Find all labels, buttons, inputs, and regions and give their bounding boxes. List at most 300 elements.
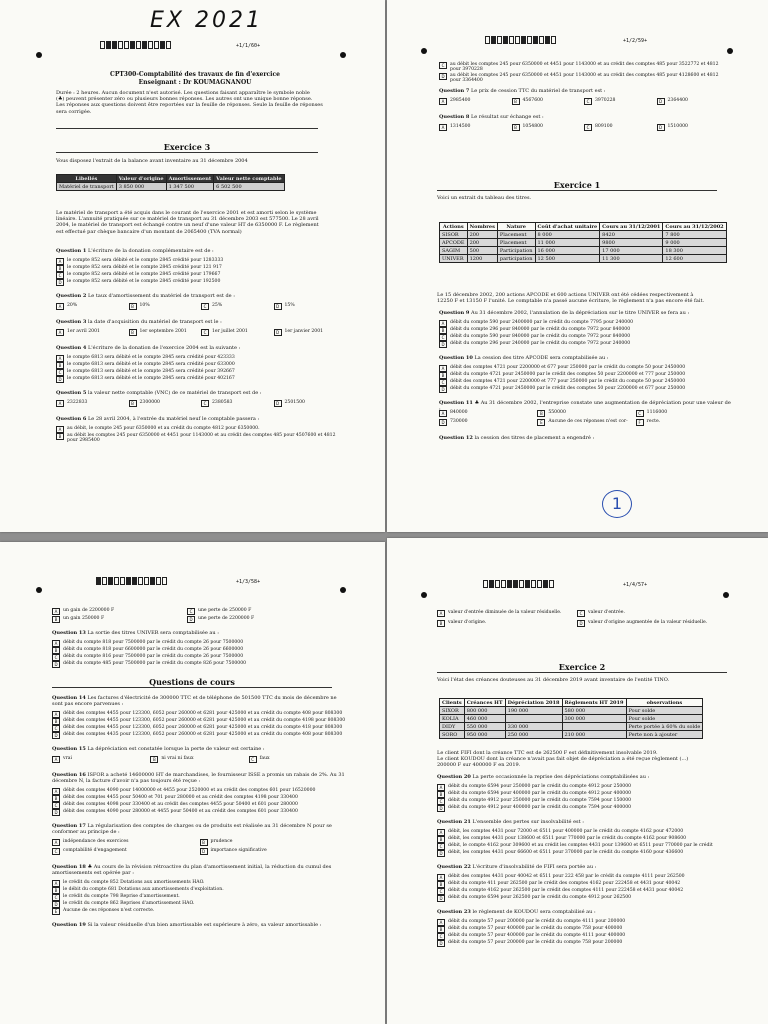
answer-checkbox[interactable]: B <box>56 362 64 369</box>
answer-text: 1er septembre 2001 <box>139 329 187 334</box>
answer-text: 2322833 <box>67 400 88 405</box>
table-cell: 300 000 <box>562 715 626 723</box>
answer-option[interactable] <box>437 610 572 617</box>
answer-option[interactable] <box>437 874 737 881</box>
answer-checkbox[interactable]: A <box>56 303 64 310</box>
answer-checkbox[interactable]: B <box>129 400 137 407</box>
question <box>56 293 346 299</box>
page-number: +1/4/57+ <box>623 582 648 588</box>
answer-option[interactable] <box>437 843 737 850</box>
answer-checkbox[interactable]: B <box>150 756 158 763</box>
answer-option[interactable] <box>437 919 737 926</box>
exam-instructions: Durée : 2 heures. Aucun document n'est autorisé. Les questions faisant apparaître le symbole noble (♣) peuvent présenter zéro ou plusieurs bonnes réponses. Les autres ont une unique bonne réponse. Les réponses aux questions doivent être reportées sur la feuille de réponses. Seule la feuille de réponses sera corrigée. <box>56 90 323 115</box>
question-text: Au 31 décembre 2002, l'entreprise constate une augmentation de dépréciation pour une valeur de : <box>439 400 731 412</box>
answer-checkbox[interactable]: D <box>52 809 60 816</box>
question <box>56 345 346 351</box>
answer-text: 1314500 <box>450 124 471 129</box>
answer-text: au débit les comptes 245 pour 6350000 et 4451 pour 1143000 et au crédit des comptes 485 pour 4128600 et 4812 pour 3364400 <box>450 73 719 84</box>
table-cell: 1 347 500 <box>166 183 214 191</box>
answer-option[interactable] <box>187 608 317 615</box>
question-label: Question 2 <box>56 293 87 299</box>
answer-checkbox[interactable]: D <box>56 376 64 383</box>
question <box>52 695 347 707</box>
answer-option[interactable] <box>52 894 347 901</box>
question <box>56 319 346 325</box>
answer-checkbox[interactable]: A <box>52 640 60 647</box>
answer-option[interactable] <box>437 836 737 843</box>
table-header-row <box>440 699 703 707</box>
answer-text: 1er avril 2001 <box>67 329 100 334</box>
answer-option[interactable] <box>439 334 734 341</box>
table-header: Amortissement <box>166 175 214 183</box>
answer-checkbox[interactable]: D <box>657 124 665 131</box>
table-row <box>440 231 727 239</box>
answer-checkbox[interactable]: C <box>52 725 60 732</box>
answer-text: débit du compte 818 pour 7500000 par le crédit du compte 26 pour 7500000 <box>63 640 244 645</box>
answer-checkbox[interactable]: C <box>439 62 447 69</box>
answer-text: débit du compte 818 pour 6600000 par le crédit du compte 26 pour 6600000 <box>63 647 244 652</box>
table-row <box>440 239 727 247</box>
answer-option[interactable] <box>52 647 342 654</box>
question-label: Question 18 ♣ <box>52 864 93 870</box>
question-text: ISFOR a acheté 14600000 HT de marchandises, le fournisseur ISSE a promis un rabais de 2%. Au 31 décembre N, la facture d'avoir n'a pas toujours été reçue : <box>52 772 345 784</box>
answer-checkbox[interactable]: A <box>439 124 447 131</box>
answer-option[interactable] <box>437 805 737 812</box>
course-title: CPT300-Comptabilité des travaux de fin d'exercice <box>110 71 280 78</box>
answer-checkbox[interactable]: C <box>52 848 60 855</box>
answer-checkbox[interactable]: D <box>274 329 282 336</box>
answer-checkbox[interactable]: C <box>577 610 585 617</box>
table-cell: Perte portée à 60% du solde <box>626 723 703 731</box>
answer-checkbox[interactable]: C <box>52 654 60 661</box>
handwritten-title: EX 2021 <box>150 8 263 33</box>
answer-checkbox[interactable]: D <box>577 620 585 627</box>
answer-option[interactable] <box>52 908 347 915</box>
answer-option[interactable] <box>56 426 346 433</box>
answer-text: débit des comptes 4721 pour 2200000 et 677 pour 250000 par le crédit du compte 50 pour 2450000 <box>450 365 686 370</box>
answer-checkbox[interactable]: B <box>52 616 60 623</box>
answer-option[interactable] <box>52 756 146 763</box>
answer-text: débit du compte 6594 pour 262500 par le crédit du compte 4912 pour 262500 <box>448 895 632 900</box>
table-cell: DIDY <box>440 723 465 731</box>
answer-option[interactable] <box>439 62 729 73</box>
answer-checkbox[interactable]: D <box>200 848 208 855</box>
answer-checkbox[interactable]: D <box>437 805 445 812</box>
answer-option[interactable] <box>512 98 581 105</box>
table-cell: UNIVER <box>440 255 468 263</box>
answer-option[interactable] <box>657 124 726 131</box>
answer-checkbox[interactable]: A <box>56 329 64 336</box>
question-text: L'écriture de la donation complémentaire est de : <box>87 248 214 254</box>
answer-option[interactable] <box>52 848 196 855</box>
answer-text: 809100 <box>595 124 613 129</box>
answer-checkbox[interactable]: A <box>52 756 60 763</box>
answer-text: 1054800 <box>522 124 543 129</box>
answer-checkbox[interactable]: B <box>437 881 445 888</box>
answer-checkbox[interactable]: B <box>437 836 445 843</box>
barcode <box>100 41 171 49</box>
table-cell: Perte non à ajouter <box>626 731 703 739</box>
answer-text: au débit les comptes 245 pour 6350000 et 4451 pour 1143000 et au crédit des comptes 485 pour 4507600 et 4812 pour 2985400 <box>67 433 336 444</box>
question-text: la valeur nette comptable (VNC) de ce matériel de transport est de : <box>87 390 262 396</box>
answer-option[interactable] <box>52 880 347 887</box>
answer-option[interactable] <box>437 940 737 947</box>
answer-option[interactable] <box>577 620 712 627</box>
exercise-intro: Voici l'état des créances douteuses au 31 décembre 2019 avant inventaire de l'entité TINO. <box>437 677 670 683</box>
table-header: Clients <box>440 699 465 707</box>
answer-text: débit du compte 296 pour 240000 par le crédit du compte 7972 pour 240000 <box>450 341 631 346</box>
barcode <box>96 577 167 585</box>
answer-option[interactable] <box>439 73 729 84</box>
answer-text: 730000 <box>450 419 468 424</box>
answer-checkbox[interactable]: D <box>187 616 195 623</box>
answer-option[interactable] <box>52 788 347 795</box>
answer-option[interactable] <box>129 303 198 310</box>
answer-checkbox[interactable]: B <box>129 329 137 336</box>
answer-option[interactable] <box>437 829 737 836</box>
answer-option[interactable] <box>56 272 346 279</box>
answer-option[interactable] <box>200 848 344 855</box>
answer-option[interactable] <box>52 608 182 615</box>
answer-option[interactable] <box>52 809 347 816</box>
answer-text: débit des comptes 4455 pour 123300, 6052 pour 260000 et 6281 pour 425000 et au crédit du compte 418 pour 808300 <box>63 725 343 730</box>
answer-option[interactable] <box>56 265 346 272</box>
answer-checkbox[interactable]: B <box>437 791 445 798</box>
answer-option[interactable] <box>577 610 712 617</box>
answer-checkbox[interactable]: D <box>657 98 665 105</box>
table-cell: Participation <box>497 247 535 255</box>
answer-checkbox[interactable]: D <box>52 661 60 668</box>
answer-option[interactable] <box>439 419 533 426</box>
answer-text: 4567600 <box>522 98 543 103</box>
answer-option[interactable] <box>56 433 346 444</box>
table-cell: 6 502 500 <box>214 183 284 191</box>
answer-option[interactable] <box>56 329 125 336</box>
answer-checkbox[interactable]: A <box>52 880 60 887</box>
answer-checkbox[interactable]: B <box>52 647 60 654</box>
answer-option[interactable] <box>439 341 734 348</box>
answer-checkbox[interactable]: A <box>56 258 64 265</box>
table-cell: Matériel de transport <box>57 183 117 191</box>
answer-checkbox[interactable]: E <box>52 908 60 915</box>
answer-option[interactable] <box>129 329 198 336</box>
answer-checkbox[interactable]: A <box>439 410 447 417</box>
answer-checkbox[interactable]: C <box>439 379 447 386</box>
table-cell: 580 000 <box>562 707 626 715</box>
answer-checkbox[interactable]: A <box>52 839 60 846</box>
answer-checkbox[interactable]: D <box>52 901 60 908</box>
registration-mark <box>727 48 733 54</box>
answer-text: débit, les comptes 4431 pour 72000 et 6511 pour 400000 par le crédit du compte 4162 pour 472000 <box>448 829 684 834</box>
answer-checkbox[interactable]: C <box>584 98 592 105</box>
table-cell: SISOR <box>440 231 468 239</box>
answer-text: comptabilité d'engagement <box>63 848 127 853</box>
answer-checkbox[interactable]: A <box>437 874 445 881</box>
answer-option[interactable] <box>439 379 734 386</box>
registration-mark <box>340 52 346 58</box>
answer-text: 2985400 <box>450 98 471 103</box>
answer-text: un gain 250000 F <box>63 616 105 621</box>
answer-checkbox[interactable]: B <box>537 410 545 417</box>
answer-option[interactable] <box>200 839 344 846</box>
answer-option[interactable] <box>636 419 730 426</box>
answer-option[interactable] <box>52 616 182 623</box>
answer-text: débit, les comptes 4431 pour 138600 et 6511 pour 770000 par le crédit du compte 4162 pour 908600 <box>448 836 687 841</box>
answer-checkbox[interactable]: A <box>437 610 445 617</box>
answer-checkbox[interactable]: B <box>56 433 64 440</box>
answer-checkbox[interactable]: C <box>249 756 257 763</box>
answer-checkbox[interactable]: C <box>201 400 209 407</box>
answer-text: au débit les comptes 245 pour 6350000 et 4451 pour 1143000 et au crédit des comptes 485 pour 3522772 et 4812 pour 3970228 <box>450 62 719 73</box>
answer-option[interactable] <box>437 895 737 902</box>
answer-checkbox[interactable]: A <box>439 98 447 105</box>
answer-option[interactable] <box>584 98 653 105</box>
table-cell: 16 000 <box>535 247 600 255</box>
answer-option[interactable] <box>274 400 343 407</box>
answer-option[interactable] <box>437 784 737 791</box>
answer-option[interactable] <box>56 279 346 286</box>
answer-text: débit du compte 6594 pour 400000 par le crédit du compte 4912 pour 400000 <box>448 791 632 796</box>
answer-checkbox[interactable]: A <box>437 784 445 791</box>
table-header: Cours au 31/12/2002 <box>663 223 726 231</box>
answer-checkbox[interactable]: D <box>437 850 445 857</box>
answer-option[interactable] <box>52 654 342 661</box>
answer-checkbox[interactable]: C <box>56 369 64 376</box>
answer-text: 15% <box>284 303 295 308</box>
answer-option[interactable] <box>439 320 734 327</box>
answer-checkbox[interactable]: D <box>437 895 445 902</box>
answer-option[interactable] <box>439 386 734 393</box>
table-header: Actions <box>440 223 468 231</box>
answer-option[interactable] <box>150 756 244 763</box>
answer-option[interactable] <box>437 798 737 805</box>
answer-text: débit des comptes 4090 pour 280000 et 4455 pour 50400 et au crédit des comptes 601 pour 330400 <box>63 809 298 814</box>
answer-checkbox[interactable]: D <box>274 400 282 407</box>
table-cell: 330 000 <box>505 723 562 731</box>
answer-option[interactable] <box>439 98 508 105</box>
answer-option[interactable] <box>52 718 347 725</box>
answer-checkbox[interactable]: C <box>52 894 60 901</box>
answer-text: valeur d'origine. <box>448 620 487 625</box>
answer-option[interactable] <box>439 365 734 372</box>
answer-option[interactable] <box>201 329 270 336</box>
answer-checkbox[interactable]: D <box>439 419 447 426</box>
answer-checkbox[interactable]: C <box>636 410 644 417</box>
answer-option[interactable] <box>129 400 198 407</box>
answer-checkbox[interactable]: B <box>52 887 60 894</box>
answer-option[interactable] <box>52 887 347 894</box>
answer-option[interactable] <box>56 303 125 310</box>
question <box>437 864 737 870</box>
answer-option[interactable] <box>52 640 342 647</box>
answer-checkbox[interactable]: D <box>274 303 282 310</box>
answer-option[interactable] <box>52 711 347 718</box>
table-cell: 190 000 <box>505 707 562 715</box>
answer-option[interactable] <box>437 926 737 933</box>
answer-checkbox[interactable]: A <box>56 355 64 362</box>
answer-text: le crédit du compte 798 Reprise d'amortissement. <box>63 894 180 899</box>
question <box>56 390 346 396</box>
answer-option[interactable] <box>437 791 737 798</box>
answer-option[interactable] <box>636 410 730 417</box>
question <box>52 922 347 928</box>
answer-option[interactable] <box>537 419 631 426</box>
answer-checkbox[interactable]: A <box>56 426 64 433</box>
answer-text: débit du compte 411 pour 262500 par le crédit des comptes 4162 pour 222458 et 4431 pour 40042 <box>448 881 681 886</box>
question <box>437 774 737 780</box>
answer-checkbox[interactable]: B <box>439 327 447 334</box>
answer-checkbox[interactable]: B <box>56 265 64 272</box>
answer-checkbox[interactable]: A <box>437 919 445 926</box>
answer-checkbox[interactable]: B <box>437 926 445 933</box>
answer-option[interactable] <box>56 369 346 376</box>
answer-option[interactable] <box>437 888 737 895</box>
answer-checkbox[interactable]: C <box>584 124 592 131</box>
answer-option[interactable] <box>437 620 572 627</box>
table-header-row <box>440 223 727 231</box>
answer-option[interactable] <box>439 327 734 334</box>
answer-checkbox[interactable]: F <box>636 419 644 426</box>
exercise-paragraph: Le client FIFI dont la créance TTC est de 262500 F est définitivement insolvable 2019. Le client KOUDOU dont la créance n'avait pas fait objet de dépréciation a été reçue règlement (...) 200000 F sur 400000 F en 2019. <box>437 750 689 769</box>
answer-checkbox[interactable]: D <box>439 73 447 80</box>
answer-option[interactable] <box>437 933 737 940</box>
question-label: Question 7 <box>439 88 470 94</box>
answer-option[interactable] <box>56 258 346 265</box>
table-header: Nombres <box>467 223 497 231</box>
table-header: Cours au 31/12/2001 <box>600 223 663 231</box>
answer-checkbox[interactable]: C <box>439 334 447 341</box>
answer-checkbox[interactable]: A <box>439 320 447 327</box>
table-cell: 200 <box>467 239 497 247</box>
answer-checkbox[interactable]: D <box>52 732 60 739</box>
answer-checkbox[interactable]: B <box>512 124 520 131</box>
answer-option[interactable] <box>437 881 737 888</box>
answer-checkbox[interactable]: B <box>512 98 520 105</box>
table-cell: SAGIM <box>440 247 468 255</box>
question-text: Au cours de la révision rétroactive du plan d'amortissement initial, la réduction du cumul des amortissements est opérée par : <box>52 864 332 876</box>
registration-mark <box>421 48 427 54</box>
answer-option[interactable] <box>201 303 270 310</box>
answer-option[interactable] <box>274 329 343 336</box>
answer-checkbox[interactable]: C <box>437 798 445 805</box>
answer-option[interactable] <box>52 839 196 846</box>
table-header: Valeur nette comptable <box>214 175 284 183</box>
answer-option[interactable] <box>56 376 346 383</box>
exercise-title: Exercice 3 <box>56 142 318 153</box>
answer-checkbox[interactable]: D <box>439 341 447 348</box>
answer-checkbox[interactable]: C <box>56 272 64 279</box>
barcode <box>483 580 554 588</box>
answer-option[interactable] <box>52 795 347 802</box>
answer-option[interactable] <box>201 400 270 407</box>
question-label: Question 15 <box>52 746 86 752</box>
answer-text: 2380583 <box>212 400 233 405</box>
page-number: +1/1/60+ <box>236 43 261 49</box>
answer-option[interactable] <box>56 400 125 407</box>
answer-text: 840000 <box>450 410 468 415</box>
answer-checkbox[interactable]: E <box>537 419 545 426</box>
answer-checkbox[interactable]: C <box>187 608 195 615</box>
answer-checkbox[interactable]: C <box>437 888 445 895</box>
table-row <box>440 707 703 715</box>
table-header: Créances HT <box>464 699 505 707</box>
answer-checkbox[interactable]: A <box>439 365 447 372</box>
answer-checkbox[interactable]: D <box>56 279 64 286</box>
answer-text: débit des comptes 4455 pour 123300, 6052 pour 260000 et 6281 pour 425000 et au crédit du compte 4198 pour 808300 <box>63 718 346 723</box>
answer-checkbox[interactable]: A <box>56 400 64 407</box>
answer-checkbox[interactable]: C <box>52 802 60 809</box>
table-cell: 500 <box>467 247 497 255</box>
answer-checkbox[interactable]: B <box>52 795 60 802</box>
answer-option[interactable] <box>437 850 737 857</box>
answer-option[interactable] <box>274 303 343 310</box>
answer-option[interactable] <box>439 124 508 131</box>
answer-text: recte. <box>646 419 661 424</box>
answer-option[interactable] <box>187 616 317 623</box>
answer-text: le crédit du compte 852 Dotations aux amortissements HAO. <box>63 880 205 885</box>
answer-option[interactable] <box>56 355 346 362</box>
answer-text: débit du compte 816 pour 7500000 par le crédit du compte 26 pour 7500000 <box>63 654 244 659</box>
answer-checkbox[interactable]: B <box>200 839 208 846</box>
answer-option[interactable] <box>537 410 631 417</box>
answer-checkbox[interactable]: D <box>439 386 447 393</box>
answer-checkbox[interactable]: B <box>439 372 447 379</box>
answer-text: 10% <box>139 303 150 308</box>
answer-text: 2364400 <box>667 98 688 103</box>
answer-option[interactable] <box>512 124 581 131</box>
answer-option[interactable] <box>584 124 653 131</box>
question-text: La régularisation des comptes de charges ou de produits est réalisée au 31 décembre N pour se conformer au principe de : <box>52 823 332 835</box>
answer-option[interactable] <box>56 362 346 369</box>
answer-checkbox[interactable]: A <box>52 788 60 795</box>
answer-text: 550000 <box>548 410 566 415</box>
answer-option[interactable] <box>52 725 347 732</box>
answer-text: le compte 6813 sera débité et le compte 2845 sera crédité pour 633000 <box>67 362 235 367</box>
table-row <box>57 183 285 191</box>
answer-checkbox[interactable]: A <box>52 608 60 615</box>
answer-checkbox[interactable]: C <box>437 933 445 940</box>
table-cell: 7 800 <box>663 231 726 239</box>
answer-text: une perte de 2200000 F <box>198 616 255 621</box>
answer-text: le compte 852 sera débité et le compte 2845 crédité pour 1283333 <box>67 258 224 263</box>
answer-option[interactable] <box>52 732 347 739</box>
question-label: Question 8 <box>439 114 470 120</box>
answer-checkbox[interactable]: B <box>437 620 445 627</box>
registration-mark <box>36 52 42 58</box>
handwritten-circle-mark: 1 <box>602 490 632 518</box>
answer-checkbox[interactable]: C <box>201 303 209 310</box>
answer-option[interactable] <box>657 98 726 105</box>
answer-option[interactable] <box>439 410 533 417</box>
answer-checkbox[interactable]: C <box>201 329 209 336</box>
answer-option[interactable] <box>249 756 343 763</box>
table-header: Libellés <box>57 175 117 183</box>
table-cell <box>562 723 626 731</box>
answer-text: le débit du compte 681 Dotations aux amortissements d'exploitation. <box>63 887 224 892</box>
answer-checkbox[interactable]: A <box>52 711 60 718</box>
answer-checkbox[interactable]: A <box>437 829 445 836</box>
table-cell: 3 850 000 <box>116 183 166 191</box>
answer-option[interactable] <box>52 661 342 668</box>
answer-checkbox[interactable]: B <box>52 718 60 725</box>
answer-checkbox[interactable]: C <box>437 843 445 850</box>
answer-checkbox[interactable]: D <box>437 940 445 947</box>
answer-option[interactable] <box>439 372 734 379</box>
question <box>52 864 347 876</box>
answer-option[interactable] <box>52 802 347 809</box>
answer-checkbox[interactable]: B <box>129 303 137 310</box>
answer-option[interactable] <box>52 901 347 908</box>
